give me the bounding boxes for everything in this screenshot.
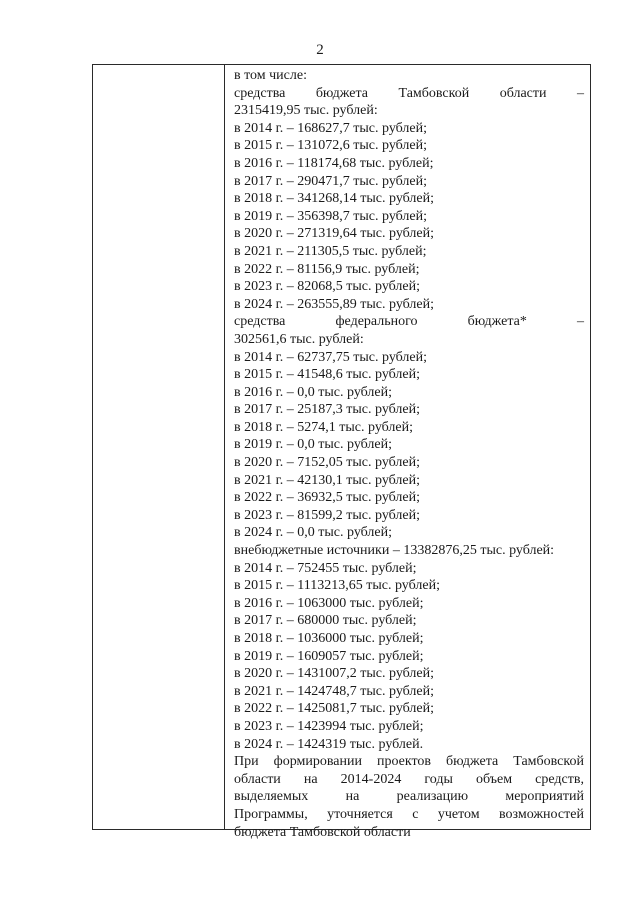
extrabudgetary-heading: внебюджетные источники – 13382876,25 тыс. рублей: — [234, 543, 555, 559]
word: объем — [475, 771, 513, 787]
extrabudgetary-year-line: в 2015 г. – 1113213,65 тыс. рублей; — [234, 578, 440, 594]
federal-year-line: в 2023 г. – 81599,2 тыс. рублей; — [234, 507, 420, 523]
word: – — [577, 314, 584, 330]
closing-line-4 — [234, 806, 584, 824]
regional-year-line: в 2014 г. – 168627,7 тыс. рублей; — [234, 120, 427, 136]
word: бюджета* — [467, 314, 527, 330]
passport-table — [92, 64, 591, 840]
regional-year-line: в 2018 г. – 341268,14 тыс. рублей; — [234, 191, 434, 207]
closing-line-5: бюджета Тамбовской области — [234, 824, 411, 840]
word: бюджета — [446, 754, 499, 770]
word: Программы, — [234, 806, 308, 822]
federal-year-line: в 2018 г. – 5274,1 тыс. рублей; — [234, 419, 413, 435]
word: области — [499, 85, 547, 101]
regional-year-line: в 2022 г. – 81156,9 тыс. рублей; — [234, 261, 420, 277]
word: на — [303, 771, 318, 787]
federal-year-line: в 2021 г. – 42130,1 тыс. рублей; — [234, 472, 420, 488]
extrabudgetary-year-line: в 2016 г. – 1063000 тыс. рублей; — [234, 595, 424, 611]
regional-year-line: в 2016 г. – 118174,68 тыс. рублей; — [234, 155, 434, 171]
word: средства — [234, 314, 286, 330]
extrabudgetary-year-line: в 2024 г. – 1424319 тыс. рублей. — [234, 736, 424, 752]
word: уточняется — [327, 806, 393, 822]
closing-line-3 — [234, 788, 584, 806]
regional-budget-total: 2315419,95 тыс. рублей: — [234, 103, 378, 119]
word: бюджета — [315, 85, 369, 101]
intro-line: в том числе: — [234, 68, 307, 83]
federal-budget-heading — [234, 313, 584, 331]
federal-year-line: в 2017 г. – 25187,3 тыс. рублей; — [234, 402, 420, 418]
extrabudgetary-year-line: в 2018 г. – 1036000 тыс. рублей; — [234, 631, 424, 646]
federal-year-line: в 2020 г. – 7152,05 тыс. рублей; — [234, 455, 420, 471]
word: федерального — [335, 314, 418, 330]
federal-year-line: в 2024 г. – 0,0 тыс. рублей; — [234, 525, 392, 541]
regional-year-line: в 2017 г. – 290471,7 тыс. рублей; — [234, 173, 427, 189]
word: возможностей — [499, 806, 584, 822]
regional-year-line: в 2023 г. – 82068,5 тыс. рублей; — [234, 279, 420, 295]
word: Тамбовской — [398, 85, 470, 101]
extrabudgetary-year-line: в 2021 г. – 1424748,7 тыс. рублей; — [234, 683, 434, 699]
extrabudgetary-year-line: в 2014 г. – 752455 тыс. рублей; — [234, 560, 417, 576]
closing-line-1 — [234, 753, 584, 771]
federal-year-line: в 2015 г. – 41548,6 тыс. рублей; — [234, 367, 420, 383]
federal-year-line: в 2016 г. – 0,0 тыс. рублей; — [234, 384, 392, 400]
table-content-cell — [225, 65, 590, 840]
table-label-cell — [93, 65, 225, 829]
closing-line-2 — [234, 771, 584, 789]
word: мероприятий — [505, 789, 584, 805]
word: формировании — [273, 754, 362, 770]
word: учетом — [437, 806, 480, 822]
word: 2014-2024 — [340, 771, 402, 787]
word: – — [576, 85, 584, 101]
word: средства — [234, 85, 286, 101]
federal-year-line: в 2019 г. – 0,0 тыс. рублей; — [234, 437, 392, 453]
extrabudgetary-year-line: в 2022 г. – 1425081,7 тыс. рублей; — [234, 701, 434, 717]
word: При — [234, 754, 259, 770]
regional-year-line: в 2020 г. – 271319,64 тыс. рублей; — [234, 226, 434, 242]
word: реализацию — [396, 789, 469, 805]
word: Тамбовской — [513, 754, 584, 770]
regional-year-line: в 2015 г. – 131072,6 тыс. рублей; — [234, 138, 427, 154]
federal-year-line: в 2022 г. – 36932,5 тыс. рублей; — [234, 490, 420, 506]
regional-year-line: в 2021 г. – 211305,5 тыс. рублей; — [234, 243, 427, 259]
extrabudgetary-year-line: в 2017 г. – 680000 тыс. рублей; — [234, 613, 417, 629]
regional-year-line: в 2024 г. – 263555,89 тыс. рублей; — [234, 296, 434, 312]
regional-budget-heading — [234, 85, 584, 103]
extrabudgetary-year-line: в 2019 г. – 1609057 тыс. рублей; — [234, 648, 424, 664]
word: с — [412, 806, 419, 822]
word: проектов — [376, 754, 432, 770]
extrabudgetary-year-line: в 2023 г. – 1423994 тыс. рублей; — [234, 718, 424, 734]
word: годы — [424, 771, 453, 787]
federal-budget-total: 302561,6 тыс. рублей: — [234, 331, 364, 347]
word: средств, — [535, 771, 584, 787]
page-number: 2 — [316, 42, 324, 58]
word: на — [345, 789, 360, 805]
federal-year-line: в 2014 г. – 62737,75 тыс. рублей; — [234, 349, 427, 365]
extrabudgetary-year-line: в 2020 г. – 1431007,2 тыс. рублей; — [234, 666, 434, 682]
regional-year-line: в 2019 г. – 356398,7 тыс. рублей; — [234, 208, 427, 224]
word: выделяемых — [234, 789, 309, 805]
word: области — [234, 771, 281, 787]
